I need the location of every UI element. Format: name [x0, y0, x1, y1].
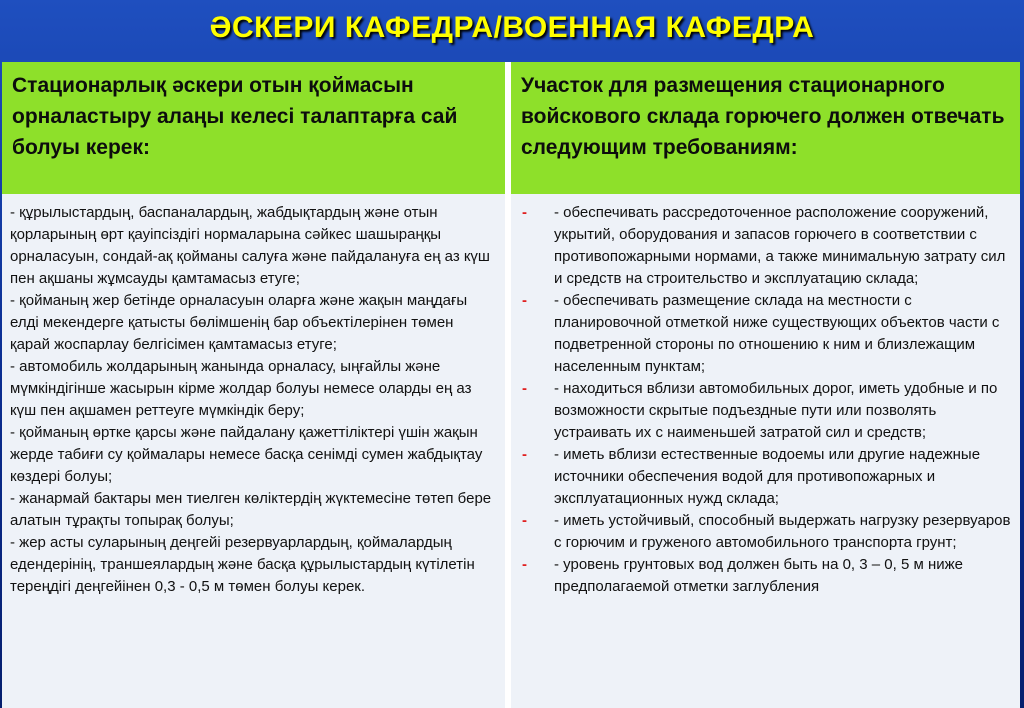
right-item: [518, 202, 1015, 290]
right-item-text: - обеспечивать рассредоточенное расположение сооружений, укрытий, оборудования и запасов горючего в соответствии с противопожарными нормами, а также минимальную затрату сил и средств на строительство и эксплуатацию склада;: [554, 204, 1006, 287]
header-left-kazakh: Стационарлық әскери отын қоймасын орналастыру алаңы келесі талаптарға сай болуы керек:: [2, 62, 505, 194]
right-item: [518, 444, 1015, 510]
left-requirements-list: [4, 198, 502, 602]
left-item: - құрылыстардың, баспаналардың, жабдықтардың және отын қорларының өрт қауіпсіздігі нормаларына сәйкес шашыраңқы орналасуын, сондай-ақ қойманы салуға және пайдалануға ең аз күш пен ақшаны жұмсауды қамтамасыз етуге;: [10, 204, 490, 287]
right-item-text: - иметь вблизи естественные водоемы или другие надежные источники обеспечения водой для противопожарных и эксплуатационных нужд склада;: [554, 446, 981, 507]
left-item: - жанармай бактары мен тиелген көліктердің жүктемесіне төтеп бере алатын тұрақты топырақ болуы;: [10, 490, 492, 529]
right-item-text: - уровень грунтовых вод должен быть на 0, 3 – 0, 5 м ниже предполагаемой отметки заглубления: [554, 556, 963, 595]
left-item: - жер асты суларының деңгейі резервуарлардың, қоймалардың едендерінің, траншеялардың және басқа құрылыстардың күтілетін тереңдігі деңгейінен 0,3 - 0,5 м төмен болуы керек.: [10, 534, 475, 595]
left-item: - қойманың өртке қарсы және пайдалану қажеттіліктері үшін жақын жерде табиғи су қоймалары немесе басқа сенімді сумен жабдықтау көздері болуы;: [10, 424, 483, 485]
right-requirements-list: [514, 198, 1019, 602]
bullet-marker: -: [522, 204, 527, 221]
right-item-text: - иметь устойчивый, способный выдержать нагрузку резервуаров с горючим и груженого автомобильного транспорта грунт;: [554, 512, 1011, 551]
bullet-marker: -: [522, 292, 527, 309]
left-item: - қойманың жер бетінде орналасуын оларға және жақын маңдағы елді мекендерге қатысты бөлімшенің бар объектілерінен төмен қарай жоспарлау белгісімен қамтамасыз етуге;: [10, 292, 468, 353]
right-item-text: - находиться вблизи автомобильных дорог, иметь удобные и по возможности скрытые подъездные пути или позволять устраивать их с наименьшей затратой сил и средств;: [554, 380, 998, 441]
bullet-marker: -: [522, 380, 527, 397]
bullet-marker: -: [522, 512, 527, 529]
requirements-table: [2, 62, 1020, 708]
left-item: - автомобиль жолдарының жанында орналасу, ыңғайлы және мүмкіндігінше жасырын кірме жолдар болуы немесе оларды ең аз күш пен ақшамен реттеуге мүмкіндік беру;: [10, 358, 472, 419]
bullet-marker: -: [522, 446, 527, 463]
right-item: [518, 290, 1015, 378]
right-item-text: - обеспечивать размещение склада на местности с планировочной отметкой ниже существующих объектов части с подветренной стороны по отношению к ним и близлежащим населенным пунктам;: [554, 292, 1000, 375]
right-item: [518, 554, 1015, 598]
page-title: ӘСКЕРИ КАФЕДРА/ВОЕННАЯ КАФЕДРА: [209, 11, 815, 44]
bullet-marker: -: [522, 556, 527, 573]
header-right-russian: Участок для размещения стационарного войскового склада горючего должен отвечать следующим требованиям:: [511, 62, 1020, 194]
right-item: [518, 378, 1015, 444]
right-item: [518, 510, 1015, 554]
